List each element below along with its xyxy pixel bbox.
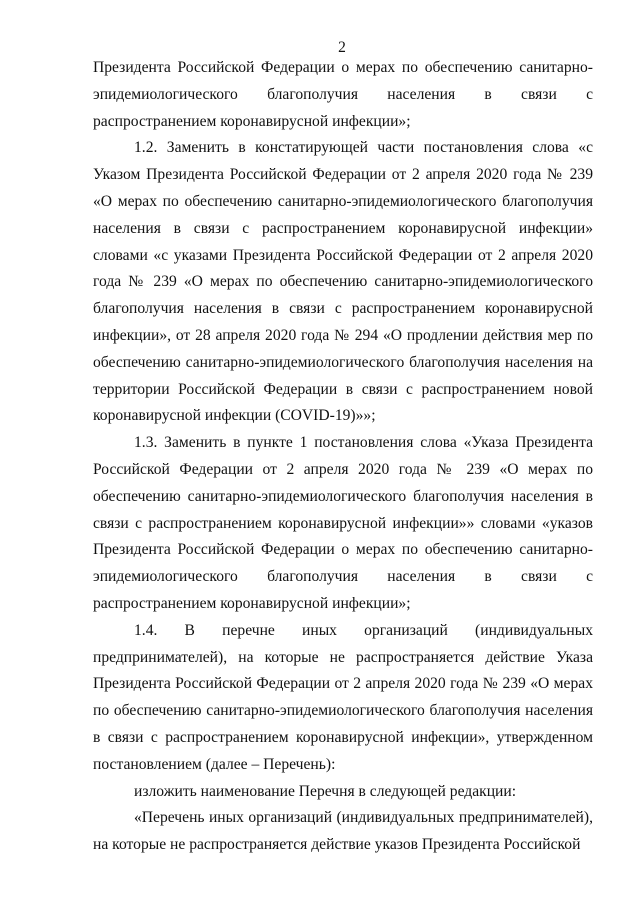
paragraph-1-2: 1.2. Заменить в констатирующей части постановления слова «с Указом Президента Российской Федерации от 2 апреля 2020 года № 239 «О мерах по обеспечению санитарно-эпидемиологического благополучия населения в связи с распространением коронавирусной инфекции» словами «с указами Президента Российской Федерации от 2 апреля 2020 года № 239 «О мерах по обеспечению санитарно-эпидемиологического благополучия населения в связи с распространением коронавирусной инфекции», от 28 апреля 2020 года № 294 «О продлении действия мер по обеспечению санитарно-эпидемиологического благополучия населения на территории Российской Федерации в связи с распространением новой коронавирусной инфекции (COVID-19)»»;: [93, 139, 593, 425]
paragraph-1-3: 1.3. Заменить в пункте 1 постановления слова «Указа Президента Российской Федерации от 2 апреля 2020 года № 239 «О мерах по обеспечению санитарно-эпидемиологического благополучия населения в связи с распространением коронавирусной инфекции»» словами «указов Президента Российской Федерации о мерах по обеспечению санитарно-эпидемиологического благополучия населения в связи с распространением коронавирусной инфекции»;: [93, 434, 593, 612]
paragraph-continuation: Президента Российской Федерации о мерах по обеспечению санитарно-эпидемиологического благополучия населения в связи с распространением коронавирусной инфекции»;: [93, 59, 593, 130]
paragraph-new-title: «Перечень иных организаций (индивидуальных предпринимателей), на которые не распространяется действие указов Президента Российской: [93, 809, 593, 854]
paragraph-1-4: 1.4. В перечне иных организаций (индивидуальных предпринимателей), на которые не распространяется действие Указа Президента Российской Федерации от 2 апреля 2020 года № 239 «О мерах по обеспечению санитарно-эпидемиологического благополучия населения в связи с распространением коронавирусной инфекции», утвержденном постановлением (далее – Перечень):: [93, 621, 593, 773]
paragraph-instruction: изложить наименование Перечня в следующей редакции:: [134, 782, 517, 800]
page-number: 2: [338, 39, 346, 56]
document-body: [93, 55, 593, 859]
